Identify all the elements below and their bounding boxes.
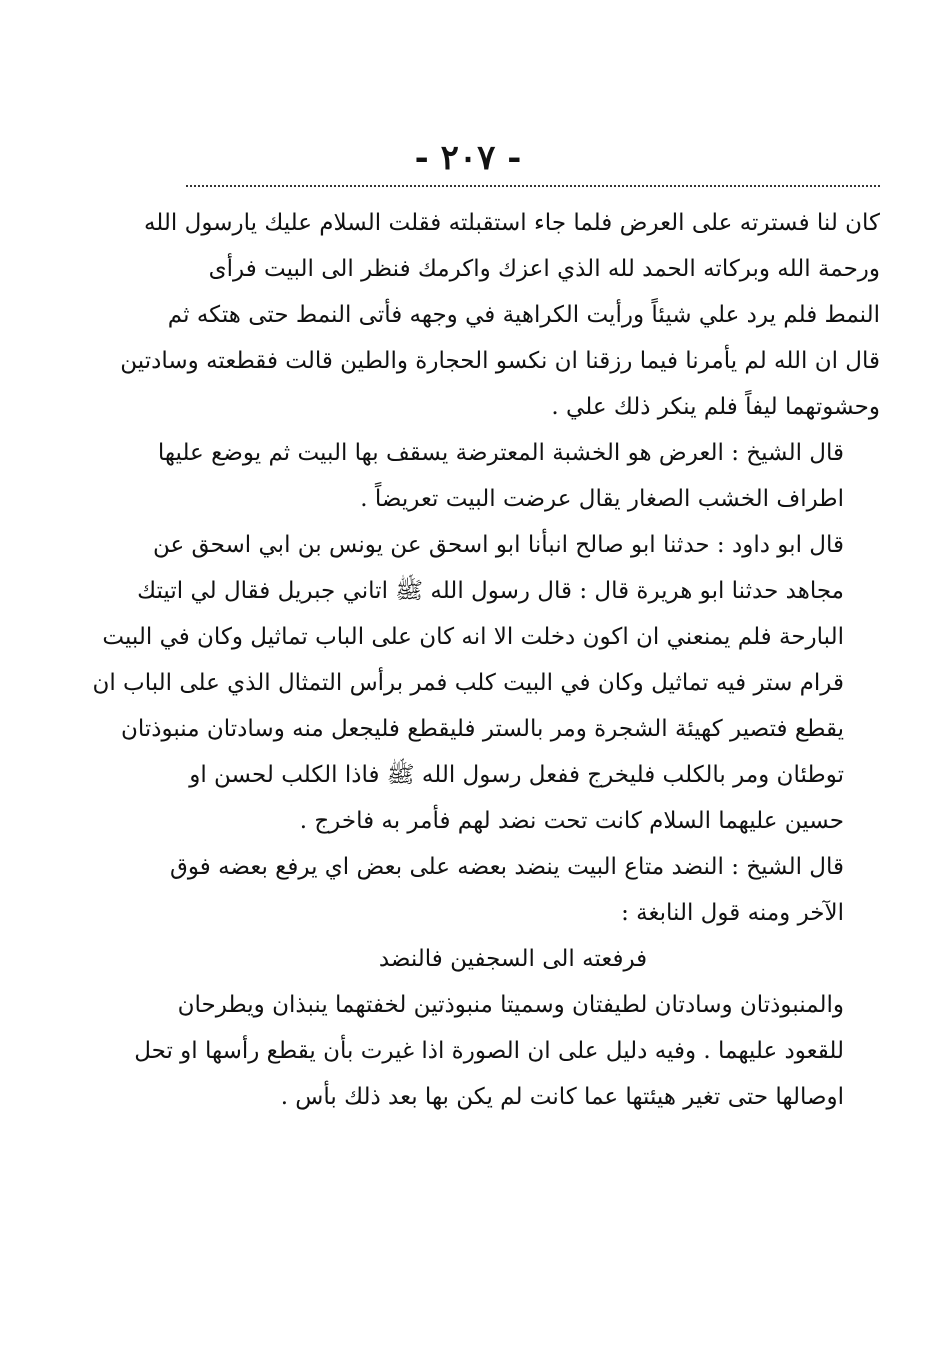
text-line: قال الشيخ : النضد متاع البيت ينضد بعضه على بعض اي يرفع بعضه فوق <box>170 854 844 880</box>
poetry-verse: فرفعته الى السجفين فالنضد <box>378 946 648 972</box>
text-line: قال ان الله لم يأمرنا فيما رزقنا ان نكسو الحجارة والطين قالت فقطعته وسادتين <box>120 348 880 374</box>
text-line: البارحة فلم يمنعني ان اكون دخلت الا انه كان على الباب تماثيل وكان في البيت <box>102 624 844 650</box>
text-line: قال ابو داود : حدثنا ابو صالح انبأنا ابو اسحق عن يونس بن ابي اسحق عن <box>152 532 844 558</box>
text-line: وحشوتهما ليفاً فلم ينكر ذلك علي . <box>551 394 880 420</box>
text-line: مجاهد حدثنا ابو هريرة قال : قال رسول الله ﷺ اتاني جبريل فقال لي اتيتك <box>137 578 844 604</box>
paragraph-abu-dawud-hadith <box>92 522 880 844</box>
paragraph-commentary-arad <box>157 430 880 522</box>
text-line: كان لنا فسترته على العرض فلما جاء استقبلته فقلت السلام عليك يارسول الله <box>143 210 880 236</box>
paragraph-conclusion <box>134 982 880 1120</box>
header-divider <box>186 185 880 187</box>
text-line: النمط فلم يرد علي شيئاً ورأيت الكراهية في وجهه فأتى النمط حتى هتكه ثم <box>167 302 880 328</box>
text-line: ورحمة الله وبركاته الحمد لله الذي اعزك واكرمك فنظر الى البيت فرأى <box>208 256 880 282</box>
body-text <box>92 200 880 1120</box>
text-line: الآخر ومنه قول النابغة : <box>621 900 844 926</box>
text-line: قرام ستر فيه تماثيل وكان في البيت كلب فمر برأس التمثال الذي على الباب ان <box>92 670 844 696</box>
text-line: حسين عليهما السلام كانت تحت نضد لهم فأمر به فاخرج . <box>299 808 844 834</box>
paragraph-hadith-continuation <box>120 200 880 430</box>
text-line: اطراف الخشب الصغار يقال عرضت البيت تعريضاً . <box>360 486 844 512</box>
page-number: - ٢٠٧ - <box>414 138 522 178</box>
paragraph-commentary-nadad <box>170 844 880 936</box>
text-line: اوصالها حتى تغير هيئتها عما كانت لم يكن بها بعد ذلك بأس . <box>280 1084 844 1110</box>
text-line: توطئان ومر بالكلب فليخرج ففعل رسول الله ﷺ فاذا الكلب لحسن او <box>189 762 844 788</box>
text-line: والمنبوذتان وسادتان لطيفتان وسميتا منبوذتين لخفتهما ينبذان ويطرحان <box>177 992 844 1018</box>
text-line: يقطع فتصير كهيئة الشجرة ومر بالستر فليقطع فليجعل منه وسادتان منبوذتان <box>120 716 844 742</box>
text-line: للقعود عليهما . وفيه دليل على ان الصورة اذا غيرت بأن يقطع رأسها او تحل <box>134 1038 844 1064</box>
text-line: قال الشيخ : العرض هو الخشبة المعترضة يسقف بها البيت ثم يوضع عليها <box>157 440 844 466</box>
